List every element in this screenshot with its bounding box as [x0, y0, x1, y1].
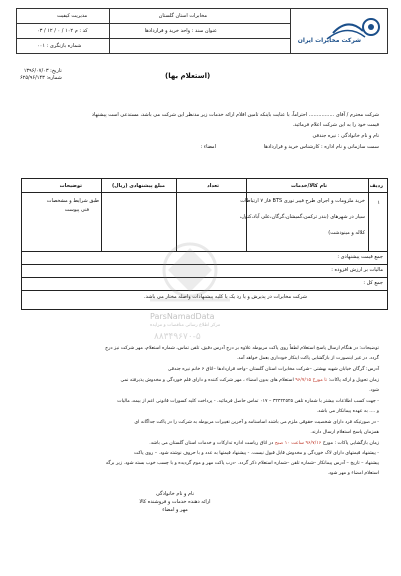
vat-label: مالیات بر ارزش افزوده :	[331, 267, 383, 273]
signature-role: ارائه دهنده خدمات و فروشنده کالا	[139, 499, 211, 505]
number-label: شماره: ۶۲۵/۹۶/۱۴۳	[20, 75, 62, 81]
watermark-text: ParsNamadData	[150, 312, 215, 321]
notes-line-1: توضیحات: در هنگام ارسال پاسخ استعلام لطفاً روی پاکت مربوطه علاوه بر درج آدرس دقیق، تلفن تماس، شماره استعلام، مهر شرکت نیز درج	[105, 346, 379, 351]
row-index: ۱	[377, 200, 380, 206]
col-header-price: مبلغ پیشنهادی (ریال)	[112, 183, 165, 189]
notes-line-12: پیشنهاد – تاریخ – آدرس پیمانکار –شماره تلفن –شماره استعلام ذکر گردد. -درب پاکت مهر و موم گردیده و با چسب خوب بسته شود. زیر برگه	[105, 461, 379, 466]
notes-line-2: گردد. در غیر اینصورت از بازگشایی پاکت اینکار خودداری بعمل خواهد آمد.	[236, 356, 379, 361]
delivery-deadline: تا مورخ ۹۶/۷/۱۵	[295, 378, 327, 383]
notes-legal-line: - در صورتیکه فرد دارای شخصیت حقوقی ملزم می باشند اساسنامه و آخرین تغییرات مربوطه به شرکت را در پاکت جداگانه ای	[134, 420, 379, 425]
signature-name: نام و نام خانوادگی	[156, 491, 194, 497]
opening-label: زمان بازگشایی پاکات : مورخ	[322, 441, 379, 446]
notes-line-9: همزمان پاسخ استعلام ارسال دارند.	[310, 430, 379, 435]
header-form-title: عنوان سند : واحد خرید و قراردادها	[144, 28, 217, 34]
contact-name: نام و نام خانوادگی : نیره جندقی	[312, 133, 379, 139]
signature-block	[115, 490, 235, 514]
row-notes-line-1: طبق شرایط و مشخصات	[46, 198, 99, 204]
table-footnote: شرکت مخابرات در پذیرش و یا رد یک یا کلیه پیشنهادات واصله مختار می باشد.	[144, 294, 307, 300]
row-item-line-3: کلاله و مینودشت)	[328, 230, 365, 236]
delivery-conditions: استعلام های بدون امضاء ، مهر شرکت کننده و دارای قلم خوردگی و مخدوش پذیرفته نمی	[120, 378, 294, 383]
header-org: مخابرات استان گلستان	[158, 13, 207, 19]
opening-location: در اتاق ریاست اداره تدارکات و خدمات استان گلستان می باشد.	[149, 441, 274, 446]
signature-stamp: مهر و امضاء	[162, 507, 188, 513]
notes-line-5: شود.	[369, 388, 379, 393]
document-header	[16, 8, 388, 54]
notes-delivery-line	[121, 378, 379, 384]
notes-line-13: استعلام امضاء و مهر شود.	[327, 471, 379, 476]
delivery-label: زمان تحویل و ارائه پاکات:	[328, 378, 379, 383]
header-code: کد : م ۱۰۲ / ۰ / ۱۲ / ۰۳	[37, 28, 88, 34]
intro-line-2: قیمت خود را به این شرکت اعلام فرمائید.	[292, 122, 379, 128]
col-header-qty: تعداد	[207, 183, 219, 189]
row-item-line-2: سیار در شهرهای (بندر ترکمن،گمیشان،گرگان،علی آباد،کتول،	[239, 214, 365, 220]
opening-date: ۹۶/۷/۱۶ ساعت ۱۰ صبح	[274, 441, 322, 446]
date-number-block	[20, 68, 62, 82]
notes-address: آدرس: گرگان خیابان شهید بهشتی –شرکت مخابرات استان گلستان –واحد قراردادها –اتاق ۶ خانم نیره جندقی	[167, 367, 379, 372]
header-unit: مدیریت کیفیت	[57, 13, 88, 19]
contact-unit: سمت سازمانی و نام اداره : کارشناس خرید و قراردادها	[263, 144, 379, 150]
row-item-line-1: خرید ملزومات و اجرای طرح فیبر نوری BTS فاز ۷ ارتباطات	[240, 198, 365, 204]
col-header-index: ردیف	[369, 183, 383, 189]
watermark-subtext: مرکز اطلاع رسانی مناقصات و مزایده	[150, 323, 221, 328]
notes-line-7: و .... به عهده پیمانکار می باشد.	[316, 409, 379, 414]
grand-total-label: جمع کل :	[363, 280, 383, 286]
total-label: جمع قیمت پیشنهادی :	[337, 254, 383, 260]
notes-opening-line	[149, 441, 379, 447]
intro-line-1: شرکت محترم / آقای ................ احتراماً، با عنایت باینکه تامین اقلام ارائه خدمات زیر مدنظر این شرکت می باشد، مستدعی است پیشنهاد	[91, 112, 379, 118]
date-label: تاریخ: ۱۳۹۶/۰۷/۰۳	[23, 68, 62, 74]
document-title: (استعلام بها)	[165, 72, 211, 80]
col-header-notes: توضیحات	[59, 183, 82, 189]
row-notes-line-2: فنی پیوست	[64, 207, 89, 213]
col-header-item: نام کالا/خدمات	[291, 183, 327, 189]
signature-label: امضاء :	[200, 144, 216, 150]
logo-text: شرکت مخابرات ایران	[297, 37, 361, 44]
notes-phone-line: - جهت کسب اطلاعات بیشتر با شماره تلفن ۳۲۴۴۲۵۲۵ – ۰۱۷ تماس حاصل فرمائید. - پرداخت کلیه کسورات قانونی اعم از بیمه، مالیات	[117, 399, 379, 404]
notes-line-11: - پیشنهاد قیمتهای دارای لاک خوردگی و مخدوش قابل قبول نیست. - پیشنهاد قیمتها به عدد و با حروف نوشته شود. – روی پاکت	[134, 451, 379, 456]
watermark-phone: ۸۸۳۴۹۶۷۰-۵	[154, 332, 201, 342]
header-form-number: شماره بازنگری : ۰۰۱	[37, 43, 82, 49]
